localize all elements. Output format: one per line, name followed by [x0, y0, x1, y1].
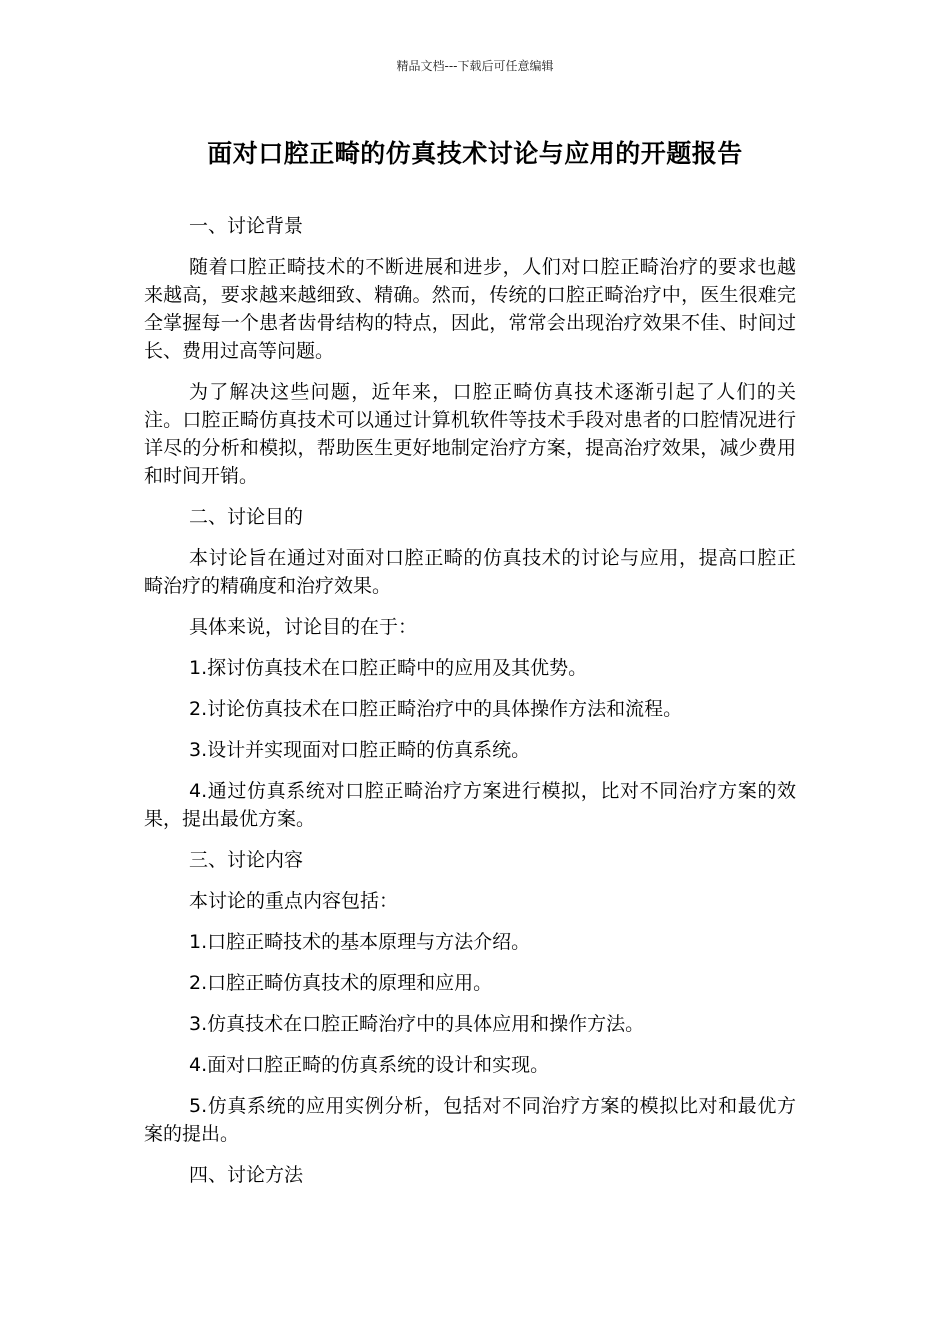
paragraph: 本讨论的重点内容包括：: [189, 890, 399, 912]
list-item: 2.讨论仿真技术在口腔正畸治疗中的具体操作方法和流程。: [189, 698, 683, 720]
list-item: 3.设计并实现面对口腔正畸的仿真系统。: [189, 739, 531, 761]
document-body: [144, 212, 796, 1202]
list-item: 4.通过仿真系统对口腔正畸治疗方案进行模拟，比对不同治疗方案的效果，提出最优方案。: [144, 780, 796, 830]
list-item: 1.探讨仿真技术在口腔正畸中的应用及其优势。: [189, 657, 588, 679]
section-heading-background: 一、讨论背景: [189, 215, 304, 237]
document-title: 面对口腔正畸的仿真技术讨论与应用的开题报告: [207, 139, 743, 168]
paragraph: 具体来说，讨论目的在于：: [189, 616, 418, 638]
section-heading-content: 三、讨论内容: [189, 849, 304, 871]
section-heading-method: 四、讨论方法: [189, 1164, 304, 1186]
list-item: 2.口腔正畸仿真技术的原理和应用。: [189, 972, 493, 994]
paragraph: 随着口腔正畸技术的不断进展和进步，人们对口腔正畸治疗的要求也越来越高，要求越来越细致、精确。然而，传统的口腔正畸治疗中，医生很难完全掌握每一个患者齿骨结构的特点，因此，常常会出现治疗效果不佳、时间过长、费用过高等问题。: [144, 256, 796, 362]
header-note: 精品文档---下载后可任意编辑: [396, 59, 554, 73]
list-item: 5.仿真系统的应用实例分析，包括对不同治疗方案的模拟比对和最优方案的提出。: [144, 1095, 796, 1145]
paragraph: 为了解决这些问题，近年来，口腔正畸仿真技术逐渐引起了人们的关注。口腔正畸仿真技术可以通过计算机软件等技术手段对患者的口腔情况进行详尽的分析和模拟，帮助医生更好地制定治疗方案，提高治疗效果，减少费用和时间开销。: [144, 381, 796, 487]
list-item: 3.仿真技术在口腔正畸治疗中的具体应用和操作方法。: [189, 1013, 645, 1035]
section-heading-purpose: 二、讨论目的: [189, 506, 304, 528]
list-item: 4.面对口腔正畸的仿真系统的设计和实现。: [189, 1054, 550, 1076]
paragraph: 本讨论旨在通过对面对口腔正畸的仿真技术的讨论与应用，提高口腔正畸治疗的精确度和治疗效果。: [144, 547, 796, 597]
list-item: 1.口腔正畸技术的基本原理与方法介绍。: [189, 931, 531, 953]
